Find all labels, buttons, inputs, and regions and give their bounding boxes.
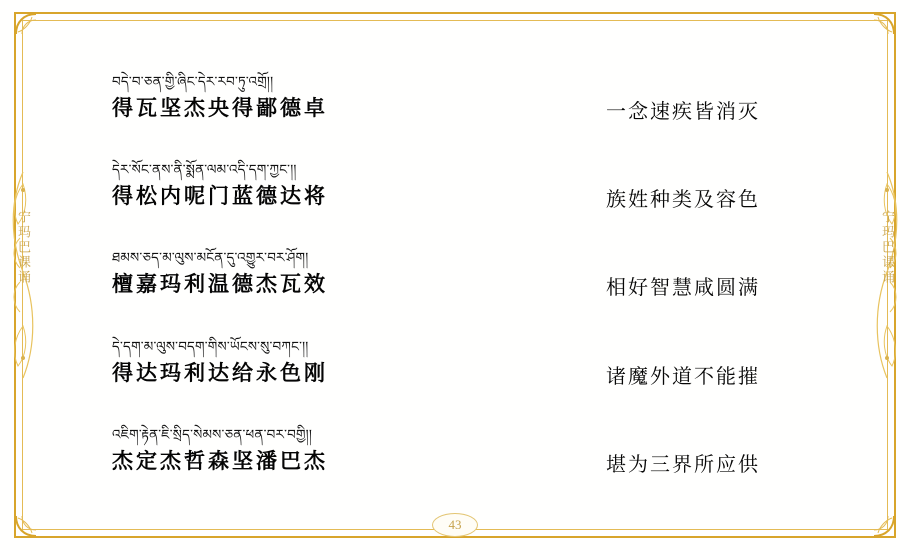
page-number: 43	[448, 517, 462, 532]
tibetan-line: འཇིག་རྟེན་ཇི་སྲིད་སེམས་ཅན་ཕན་བར་བགྱི།།	[112, 427, 313, 443]
verse-block	[112, 337, 832, 387]
chinese-translation-line: 一念速疾皆消灭	[606, 99, 760, 123]
transliteration-line: 得达玛利达给永色刚	[112, 361, 328, 385]
chinese-translation-line: 堪为三界所应供	[606, 452, 760, 476]
tibetan-line: དེར་སོང་ནས་ནི་སྨོན་ལམ་འདི་དག་ཀྱང་།།	[112, 162, 297, 178]
verse-block	[112, 160, 832, 210]
tibetan-line: དེ་དག་མ་ལུས་བདག་གིས་ཡོངས་སུ་བཀང་།།	[112, 339, 309, 355]
transliteration-line: 得瓦坚杰央得鄙德卓	[112, 96, 328, 120]
chinese-translation-line: 族姓种类及容色	[606, 187, 760, 211]
transliteration-line: 檀嘉玛利温德杰瓦效	[112, 272, 328, 296]
book-title-vertical-left: 宁玛巴课诵	[16, 210, 31, 285]
book-title-vertical-right: 宁玛巴课诵	[880, 210, 895, 285]
transliteration-line: 得松内呢门蓝德达将	[112, 184, 328, 208]
page-number-badge	[432, 513, 478, 537]
chinese-translation-line: 诸魔外道不能摧	[606, 364, 760, 388]
transliteration-line: 杰定杰哲森坚潘巴杰	[112, 449, 328, 473]
chinese-translation-line: 相好智慧咸圆满	[606, 275, 760, 299]
verse-block	[112, 72, 832, 122]
verse-block	[112, 425, 832, 475]
tibetan-line: བདེ་བ་ཅན་གྱི་ཞིང་དེར་རབ་ཏུ་འགྲོ།།	[112, 74, 274, 90]
verse-block	[112, 248, 832, 298]
tibetan-line: ཐམས་ཅད་མ་ལུས་མངོན་དུ་འགྱུར་བར་ཤོག།	[112, 250, 309, 266]
